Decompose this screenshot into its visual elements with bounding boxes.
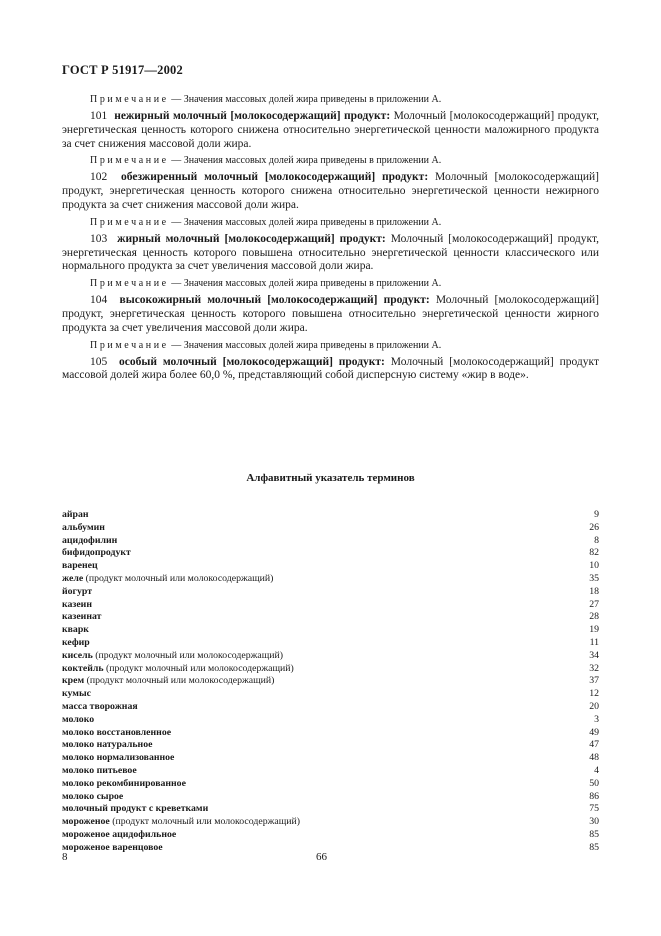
index-term [62,714,94,727]
index-page-number: 19 [589,624,599,636]
definition-paragraph [62,356,599,384]
index-term-name: коктейль [62,662,104,674]
index-term-name: альбумин [62,521,105,533]
index-page-number: 47 [589,739,599,751]
index-term-qualifier: (продукт молочный или молокосодержащий) [83,572,274,584]
index-term-name: мороженое варенцовое [62,841,163,853]
index-page-number: 18 [589,585,599,597]
definition-term: обезжиренный молочный [молокосодержащий] продукт: [121,171,429,184]
index-term-qualifier: (продукт молочный или молокосодержащий) [84,675,275,687]
index-item [62,803,599,816]
index-term-name: молочный продукт с креветками [62,803,209,815]
index-title: Алфавитный указатель терминов [246,472,415,484]
definition-term: нежирный молочный [молокосодержащий] продукт: [114,110,391,122]
definition-number: 104 [90,294,108,307]
index-item [62,816,599,829]
definition-term: особый молочный [молокосодержащий] продукт: [119,355,385,368]
note-text: — Значения массовых долей жира приведены в приложении А. [168,155,442,167]
index-term [62,599,92,612]
index-term [62,752,174,765]
index-term-name: крем [62,675,85,687]
note-lead: Примечание [90,94,169,105]
index-item [62,509,599,522]
index-term-name: варенец [62,560,98,572]
definition-text: Молочный [молокосодержащий] продукт массовой долей жира более 60,0 %, представляющий собой дисперсную систему «жир в воде». [62,355,599,382]
definitions-section [62,93,599,386]
definition-term: жирный молочный [молокосодержащий] продукт: [117,232,386,245]
index-term-name: молоко [62,713,95,725]
footer-sheet-number: 66 [316,851,327,863]
index-page-number: 9 [594,509,599,520]
index-term [62,727,171,740]
index-page-number: 8 [594,534,599,546]
index-page-number: 85 [589,841,599,853]
index-term [62,509,89,522]
index-page-number: 49 [589,726,599,738]
index-item [62,688,599,701]
index-item [62,586,599,599]
note-paragraph [62,277,599,291]
index-item [62,599,599,612]
note-lead: Примечание [90,339,169,351]
index-item [62,675,599,688]
index-item [62,522,599,535]
index-term [62,791,123,804]
note-lead: Примечание [90,155,169,167]
index-term-name: молоко нормализованное [62,752,175,764]
footer-page-number: 8 [62,851,68,863]
index-term-name: бифидопродукт [62,547,131,559]
index-page-number: 12 [589,688,599,700]
index-page-number: 10 [589,560,599,572]
index-item [62,624,599,637]
index-term [62,522,105,535]
definition-paragraph [62,294,599,335]
index-page-number: 34 [589,649,599,661]
index-term-name: молоко восстановленное [62,726,172,738]
note-text: — Значения массовых долей жира приведены в приложении А. [168,216,442,228]
index-term-name: желе [62,572,84,584]
index-page-number: 3 [594,713,599,725]
index-item [62,573,599,586]
index-item [62,560,599,573]
index-page-number: 35 [589,572,599,584]
index-item [62,547,599,560]
note-paragraph [62,216,599,230]
note-paragraph [62,339,599,353]
index-term-qualifier: (продукт молочный или молокосодержащий) [103,662,294,674]
definition-text: Молочный [молокосодержащий] продукт, энергетическая ценность которого повышена относительно энергетической ценности классического или нормального продукта за счет увеличения массовой доли жира. [62,232,600,273]
index-term [62,778,186,791]
note-text: — Значения массовых долей жира приведены в приложении А. [168,278,442,290]
index-term [62,675,274,688]
index-page-number: 85 [589,828,599,840]
index-term-name: молоко питьевое [62,764,137,776]
index-term [62,842,163,855]
index-term [62,573,273,586]
document-header: ГОСТ Р 51917—2002 [62,63,183,77]
note-lead: Примечание [90,278,169,290]
index-term [62,663,294,676]
definition-text: Молочный [молокосодержащий] продукт, энергетическая ценность которого снижена относительно энергетической ценности маложирного продукта за счет снижения массовой доли жира. [62,110,600,150]
index-item [62,701,599,714]
index-term-name: казеин [62,598,92,610]
index-term [62,586,92,599]
index-page-number: 11 [589,636,599,648]
index-page-number: 20 [589,700,599,712]
index-item [62,752,599,765]
index-term [62,701,138,714]
index-term [62,688,91,701]
definition-number: 103 [90,232,108,245]
index-page-number: 26 [589,521,599,533]
index-term [62,547,131,560]
index-item [62,765,599,778]
index-term [62,535,117,548]
index-term-name: молоко рекомбинированное [62,777,186,789]
index-term-name: кисель [62,649,93,661]
index-term [62,611,101,624]
index-term-name: молоко натуральное [62,739,153,751]
definition-number: 105 [90,355,108,368]
index-term-qualifier: (продукт молочный или молокосодержащий) [109,816,301,828]
index-page-number: 82 [589,547,599,559]
index-page-number: 37 [589,675,599,687]
index-page-number: 48 [589,752,599,764]
index-page-number: 32 [589,662,599,674]
index-term-name: казеинат [62,611,102,623]
index-term [62,560,98,573]
index-term [62,803,208,816]
alphabetical-index [62,509,599,855]
index-page-number: 30 [589,816,599,828]
index-term-name: кумыс [62,688,91,700]
index-item [62,829,599,842]
index-term [62,624,89,637]
definition-term: высокожирный молочный [молокосодержащий] продукт: [119,294,430,307]
index-term [62,739,152,752]
definition-number: 101 [90,110,108,122]
index-item [62,727,599,740]
index-term-name: кефир [62,636,90,648]
index-page-number: 4 [594,764,599,776]
index-page-number: 75 [589,803,599,815]
index-item [62,611,599,624]
note-text: — Значения массовых долей жира приведены в приложении А. [168,339,442,351]
definition-number: 102 [90,171,108,184]
index-item [62,842,599,855]
index-term-name: ацидофилин [62,534,118,546]
index-page-number: 27 [589,598,599,610]
definition-paragraph [62,110,599,151]
index-term-name: мороженое ацидофильное [62,828,177,840]
definition-text: Молочный [молокосодержащий] продукт, энергетическая ценность которого повышена относительно энергетической ценности жирного продукта за счет увеличения массовой доли жира. [62,294,599,334]
index-term [62,650,283,663]
index-term [62,816,300,829]
index-page-number: 50 [589,777,599,789]
index-term-qualifier: (продукт молочный или молокосодержащий) [92,649,284,661]
index-term-name: кварк [62,624,89,636]
index-page-number: 86 [589,790,599,802]
index-term-name: йогурт [62,585,93,597]
index-item [62,778,599,791]
index-term [62,637,90,650]
note-lead: Примечание [90,216,169,228]
index-term-name: молоко сырое [62,790,124,802]
index-term-name: мороженое [62,816,110,828]
index-item [62,791,599,804]
definition-text: Молочный [молокосодержащий] продукт, энергетическая ценность которого снижена относительно энергетической ценности нежирного продукта за счет снижения массовой доли жира. [62,171,599,211]
definition-paragraph [62,171,599,212]
index-item [62,714,599,727]
index-page-number: 28 [589,611,599,623]
definition-paragraph [62,233,599,274]
index-item [62,663,599,676]
index-term-name: масса творожная [62,700,138,712]
index-term [62,765,137,778]
note-paragraph [62,154,599,168]
index-item [62,650,599,663]
note-paragraph [62,93,599,107]
index-item [62,739,599,752]
index-item [62,535,599,548]
note-text: — Значения массовых долей жира приведены в приложении А. [168,94,442,105]
index-term-name: айран [62,509,89,520]
index-term [62,829,176,842]
index-item [62,637,599,650]
